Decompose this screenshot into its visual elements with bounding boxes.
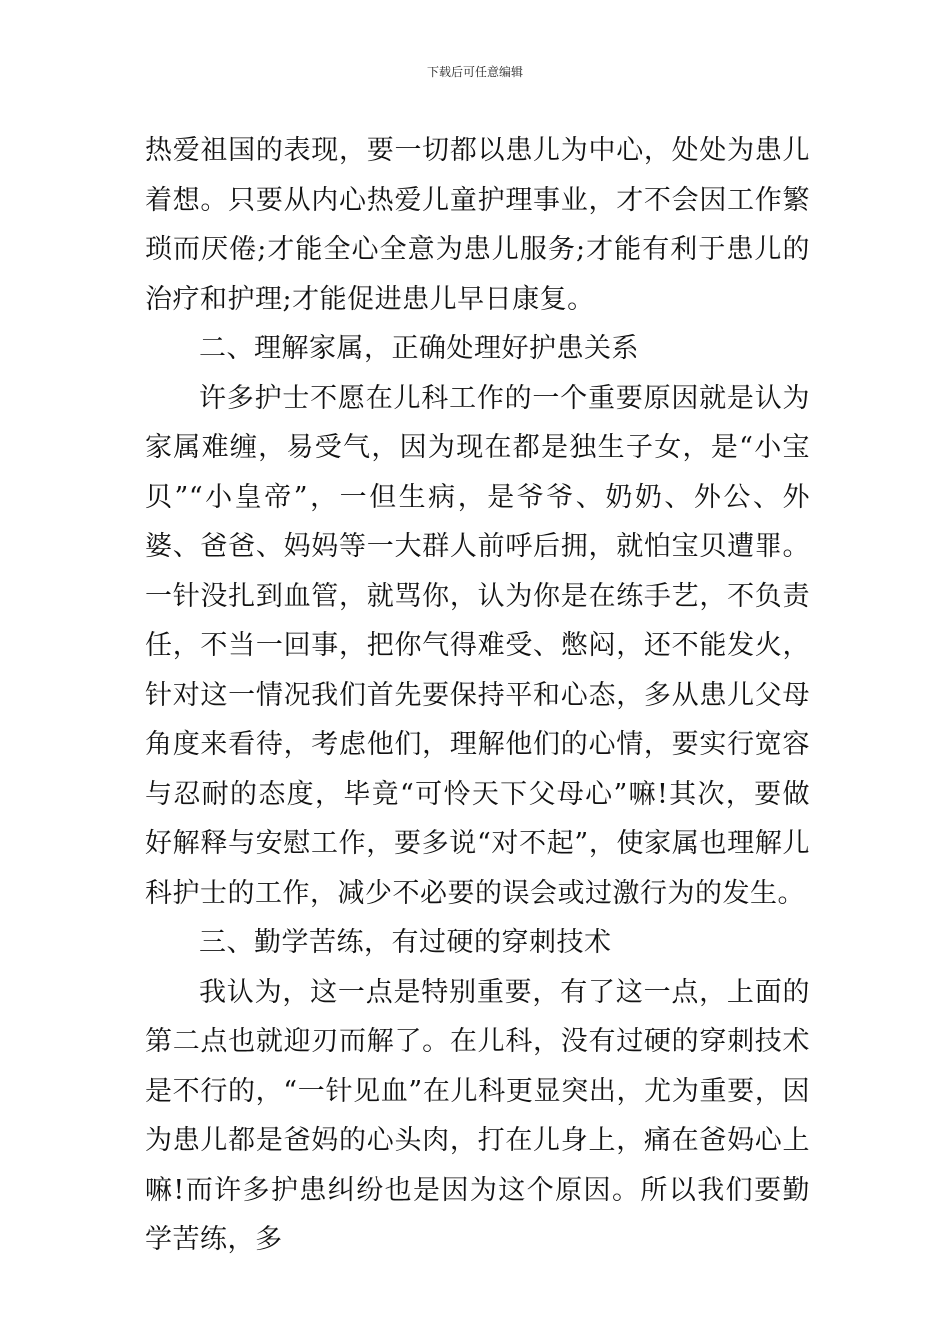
paragraph-3: 我认为，这一点是特别重要，有了这一点，上面的第二点也就迎刃而解了。在儿科，没有过硬的穿刺技术是不行的，“一针见血”在儿科更显突出，尤为重要，因为患儿都是爸妈的心头肉，打在儿身上，痛在爸妈心上嘛!而许多护患纠纷也是因为这个原因。所以我们要勤学苦练，多 xyxy=(145,976,810,1255)
section-heading-3: 三、勤学苦练，有过硬的穿刺技术 xyxy=(199,927,612,958)
section-heading-2: 二、理解家属，正确处理好护患关系 xyxy=(199,333,639,364)
document-body xyxy=(145,126,810,1265)
paragraph-2: 许多护士不愿在儿科工作的一个重要原因就是认为家属难缠，易受气，因为现在都是独生子女，是“小宝贝”“小皇帝”，一但生病，是爷爷、奶奶、外公、外婆、爸爸、妈妈等一大群人前呼后拥，就怕宝贝遭罪。一针没扎到血管，就骂你，认为你是在练手艺，不负责任，不当一回事，把你气得难受、憋闷，还不能发火，针对这一情况我们首先要保持平和心态，多从患儿父母角度来看待，考虑他们，理解他们的心情，要实行宽容与忍耐的态度，毕竟“可怜天下父母心”嘛!其次，要做好解释与安慰工作，要多说“对不起”，使家属也理解儿科护士的工作，减少不必要的误会或过激行为的发生。 xyxy=(145,382,810,909)
paragraph-1: 热爱祖国的表现，要一切都以患儿为中心，处处为患儿着想。只要从内心热爱儿童护理事业，才不会因工作繁琐而厌倦;才能全心全意为患儿服务;才能有利于患儿的治疗和护理;才能促进患儿早日康复。 xyxy=(145,135,810,315)
page-header: 下载后可任意编辑 xyxy=(426,65,523,79)
